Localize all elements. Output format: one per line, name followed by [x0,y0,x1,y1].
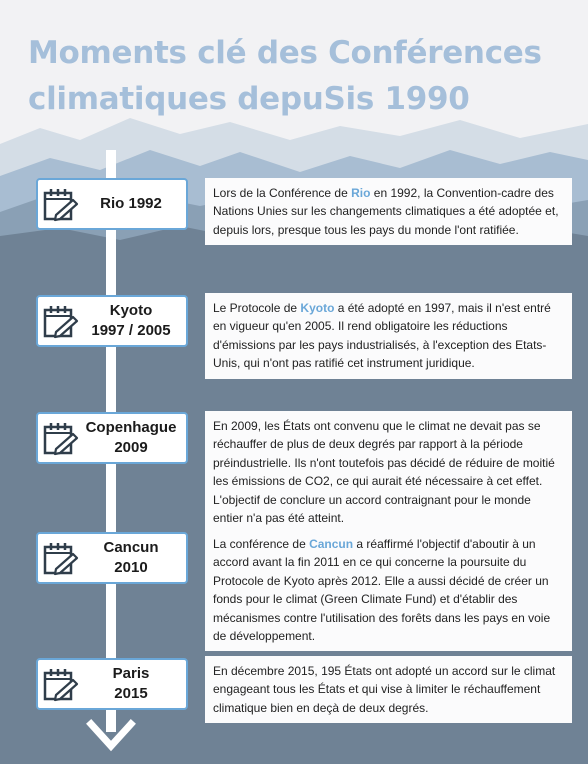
event-box-paris [36,658,188,710]
event-label: Rio 1992 [100,195,162,212]
desc-text: a réaffirmé l'objectif d'aboutir à un accord avant la fin 2011 en ce qui concerne la poursuite du Protocole de Kyoto après 2012. Elle a aussi décidé de créer un fonds pour le climat (Green Climate Fund) et d'établir des mécanismes contre l'utilisation des forêts dans les pays en voie de développement. [213,537,551,644]
calendar-pencil-icon [43,542,79,576]
desc-highlight: Kyoto [300,301,335,315]
event-box-rio [36,178,188,230]
event-box-cancun [36,532,188,584]
event-label: Copenhague 2009 [85,419,177,456]
calendar-pencil-icon [43,188,79,222]
event-box-copenhague [36,412,188,464]
calendar-pencil-icon [43,668,79,702]
desc-text: En 2009, les États ont convenu que le climat ne devait pas se réchauffer de plus de deux degrés par rapport à la période préindustrielle. Ils n'ont toutefois pas décidé de réduire de moitié les émissions de CO2, ce qui aurait été nécessaire à cet effet. L'objectif de conclure un accord contraignant pour le monde entier n'a pas été atteint. [213,419,555,526]
desc-text: a été adopté en 1997, mais il n'est entré en vigueur qu'en 2005. Il rend obligatoire les réductions d'émissions par les pays industrialisés, à l'exception des Etats-Unis, qui n'ont pas ratifié cet instrument juridique. [213,301,551,371]
event-label: Cancun 2010 [103,539,159,576]
event-description-kyoto [205,293,572,379]
page-title: Moments clé des Conférences climatiques depuSis 1990 [28,35,542,117]
desc-text: Lors de la Conférence de [213,186,352,200]
event-label: Paris 2015 [112,665,150,702]
desc-highlight: Rio [351,186,371,200]
event-description-cancun [205,529,572,651]
desc-highlight: Cancun [309,537,354,551]
desc-text: En décembre 2015, 195 États ont adopté un accord sur le climat engageant tous les États et qui vise à limiter le réchauffement climatique bien en deçà de deux degrés. [213,664,556,715]
desc-text: Le Protocole de [213,301,301,315]
desc-text: en 1992, la Convention-cadre des Nations Unies sur les changements climatiques a été adoptée et, depuis lors, presque tous les pays du monde l'ont ratifiée. [213,186,559,237]
arrow-down-icon [86,712,136,756]
event-description-rio [205,178,572,245]
event-box-kyoto [36,295,188,347]
calendar-pencil-icon [43,305,79,339]
event-description-copenhague [205,411,572,533]
event-label: Kyoto 1997 / 2005 [91,302,171,339]
desc-text: La conférence de [213,537,310,551]
calendar-pencil-icon [43,422,79,456]
event-description-paris [205,656,572,723]
